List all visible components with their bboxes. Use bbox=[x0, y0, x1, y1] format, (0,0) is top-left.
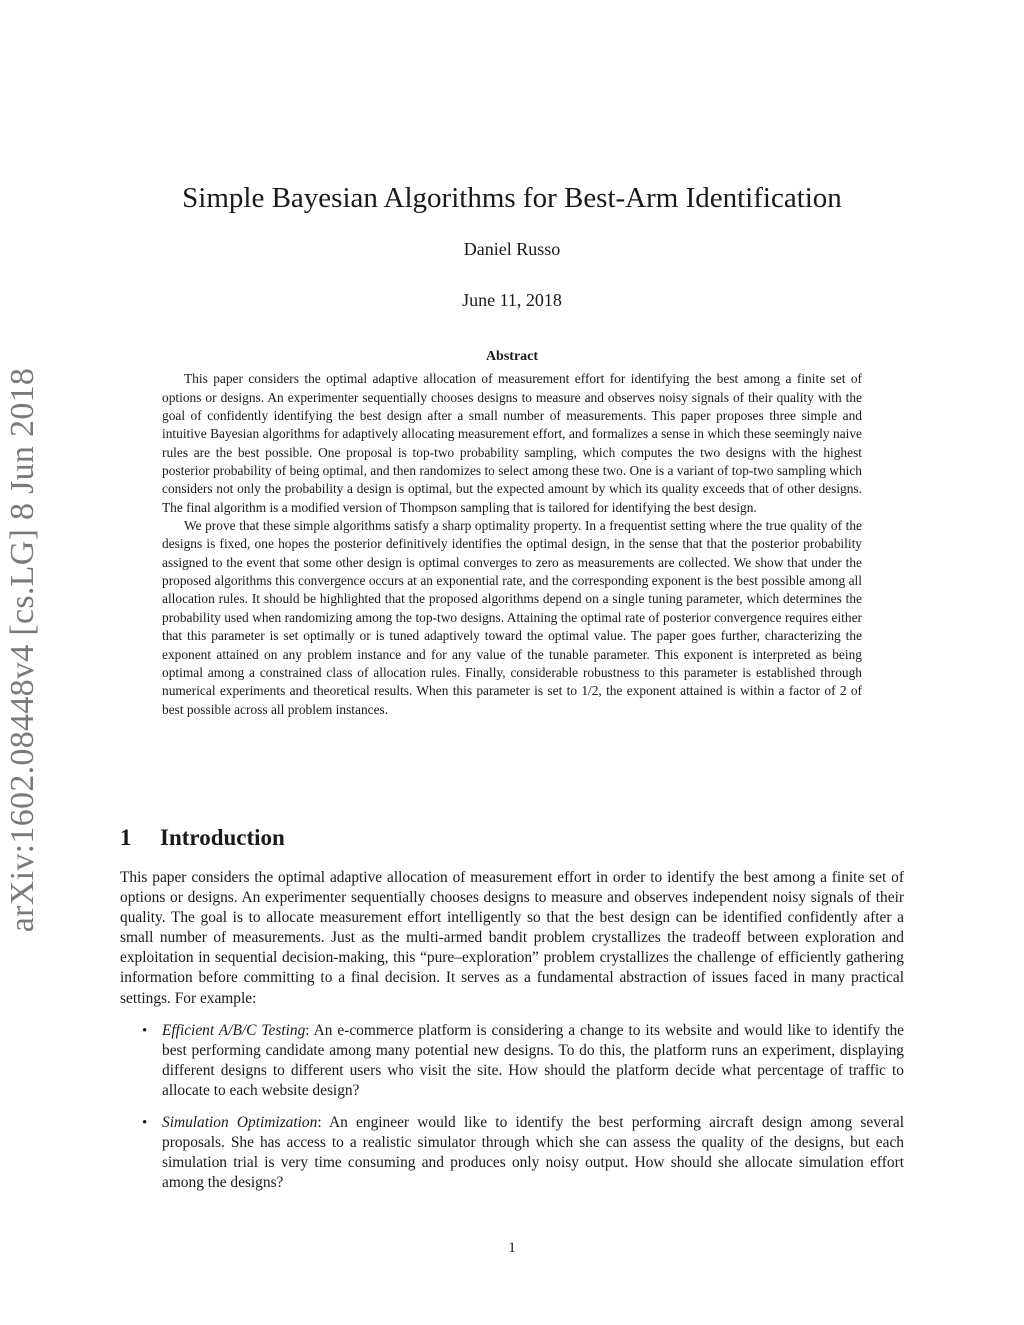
section-number: 1 bbox=[120, 825, 132, 850]
list-item-term: Simulation Optimization bbox=[162, 1114, 318, 1132]
abstract-heading: Abstract bbox=[485, 349, 539, 364]
list-item-text: : An engineer would like to identify the best performing aircraft design among several proposals. She has access to a realistic simulator through which she can assess the quality of the designs, but each simulation trial is very time consuming and produces only noisy output. How should she allocate simulation effort among the designs? bbox=[162, 1114, 904, 1192]
list-item bbox=[120, 1021, 904, 1101]
introduction-section bbox=[120, 822, 904, 1205]
intro-paragraph: This paper considers the optimal adaptive allocation of measurement effort in order to identify the best among a finite set of options or designs. An experimenter sequentially chooses designs to measure and observes independent noisy signals of their quality. The goal is to allocate measurement effort intelligently so that the best design can be identified confidently after a small number of measurements. Just as the multi-armed bandit problem crystallizes the tradeoff between exploration and exploitation in sequential decision-making, this “pure–exploration” problem crystallizes the challenge of efficiently gathering information before committing to a final decision. It serves as a fundamental abstraction of issues faced in many practical settings. For example: bbox=[120, 869, 904, 1007]
bullet-marker: • bbox=[142, 1022, 148, 1039]
list-item-term: Efficient A/B/C Testing bbox=[162, 1021, 306, 1039]
abstract-paragraph: We prove that these simple algorithms satisfy a sharp optimality property. In a frequentist setting where the true quality of the designs is fixed, one hopes the posterior definitively identifies the optimal design, in the sense that that the posterior probability assigned to the event that some other design is optimal converges to zero as measurements are collected. We show that under the proposed algorithms this convergence occurs at an exponential rate, and the corresponding exponent is the best possible among all allocation rules. It should be highlighted that the proposed algorithms depend on a single tuning parameter, which determines the probability used when randomizing among the top-two designs. Attaining the optimal rate of posterior convergence requires either that this parameter is set optimally or is tuned adaptively toward the optimal value. The paper goes further, characterizing the exponent attained on any problem instance and for any value of the tunable parameter. This exponent is interpreted as being optimal among a constrained class of allocation rules. Finally, considerable robustness to this parameter is established through numerical experiments and theoretical results. When this parameter is set to 1/2, the exponent attained is within a factor of 2 of best possible across all problem instances. bbox=[162, 518, 862, 717]
arxiv-identifier-stamp: arXiv:1602.08448v4 [cs.LG] 8 Jun 2018 bbox=[4, 367, 41, 933]
section-title: Introduction bbox=[160, 825, 285, 850]
bullet-marker: • bbox=[142, 1115, 148, 1132]
abstract-block bbox=[162, 348, 862, 719]
list-item-text: : An e-commerce platform is considering a change to its website and would like to identify the best performing candidate among many potential new designs. To do this, the platform runs an experiment, displaying different designs to different users who visit the site. How should the platform decide what percentage of traffic to allocate to each website design? bbox=[162, 1021, 904, 1099]
list-item bbox=[120, 1113, 904, 1193]
section-heading bbox=[120, 822, 904, 854]
paper-title: Simple Bayesian Algorithms for Best-Arm Identification bbox=[182, 182, 842, 214]
page-number: 1 bbox=[508, 1240, 516, 1256]
paper-date: June 11, 2018 bbox=[462, 290, 562, 310]
abstract-paragraph: This paper considers the optimal adaptive allocation of measurement effort for identifying the best among a finite set of options or designs. An experimenter sequentially chooses designs to measure and observes noisy signals of their quality with the goal of confidently identifying the best design after a small number of measurements. This paper proposes three simple and intuitive Bayesian algorithms for adaptively allocating measurement effort, and formalizes a sense in which these seemingly naive rules are the best possible. One proposal is top-two probability sampling, which computes the two designs with the highest posterior probability of being optimal, and then randomizes to select among these two. One is a variant of top-two sampling which considers not only the probability a design is optimal, but the expected amount by which its quality exceeds that of other designs. The final algorithm is a modified version of Thompson sampling that is tailored for identifying the best design. bbox=[162, 371, 862, 515]
author-name: Daniel Russo bbox=[463, 239, 561, 259]
example-list bbox=[120, 1021, 904, 1194]
